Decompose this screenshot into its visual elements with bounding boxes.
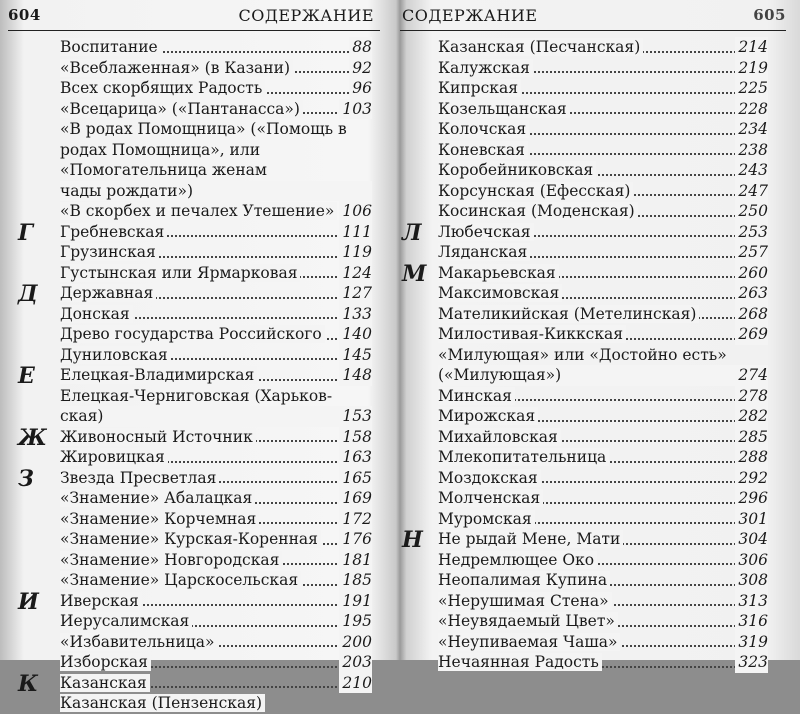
toc-entry (438, 37, 768, 58)
entry-title: Гребневская (60, 223, 167, 241)
toc-entry (438, 263, 768, 284)
entry-title-line: ская) (60, 406, 372, 427)
entry-title: Недремлющее Око (438, 551, 597, 569)
toc-entry (60, 550, 372, 571)
entry-title: Державная (60, 284, 156, 302)
entry-page-number: 133 (339, 304, 372, 325)
entry-page-number: 158 (339, 427, 372, 448)
entry-title: Нечаянная Радость (438, 653, 602, 671)
toc-entry (438, 119, 768, 140)
entry-page-number: 145 (339, 345, 372, 366)
toc-entry (438, 529, 768, 550)
toc-entry (60, 427, 372, 448)
entry-page-number: 268 (735, 304, 768, 325)
section-letter: Н (402, 527, 423, 553)
toc-entry (60, 652, 372, 673)
toc-entry (60, 365, 372, 386)
toc-entry (438, 283, 768, 304)
entry-page-number: 243 (735, 160, 768, 181)
toc-entry (60, 673, 372, 694)
entry-title: «Знамение» Царскосельская (60, 571, 301, 589)
entry-title: Молченская (438, 489, 543, 507)
entry-title: Всех скорбящих Радость (60, 79, 265, 97)
entry-page-number: 181 (339, 550, 372, 571)
toc-entry (438, 488, 768, 509)
entry-title: «Неупиваемая Чаша» (438, 633, 620, 651)
toc-entry (60, 58, 372, 79)
entry-page-number: 282 (735, 406, 768, 427)
entry-page-number: 238 (735, 140, 768, 161)
section-letter: Е (18, 363, 35, 389)
toc-entry (60, 283, 372, 304)
entry-page-number: 111 (339, 222, 372, 243)
entry-page-number: 140 (339, 324, 372, 345)
toc-entry (438, 242, 768, 263)
page-number: 604 (8, 6, 41, 24)
toc-entry (438, 570, 768, 591)
entry-title: Максимовская (438, 284, 562, 302)
entry-page-number: 296 (735, 488, 768, 509)
toc-entry (438, 447, 768, 468)
toc-entry (438, 78, 768, 99)
entry-title: Дуниловская (60, 346, 171, 364)
toc-entry (60, 37, 372, 58)
toc-entry (438, 99, 768, 120)
toc-entry (438, 58, 768, 79)
entry-page-number: 253 (735, 222, 768, 243)
section-letter: Д (18, 281, 38, 307)
entry-page-number: 119 (339, 242, 372, 263)
entry-title: «В скорбех и печалех Утешение» (60, 202, 337, 220)
entry-page-number: 210 (339, 673, 372, 694)
toc-entry (60, 693, 372, 714)
toc-entry (60, 509, 372, 530)
toc-entry (60, 447, 372, 468)
entry-title: «Всецарица» («Пантанасса») (60, 100, 303, 118)
toc-entry (60, 201, 372, 222)
section-letter: З (18, 466, 34, 492)
toc-entry (60, 488, 372, 509)
entry-title: Грузинская (60, 243, 159, 261)
entry-title: Моздокская (438, 469, 541, 487)
entry-page-number: 96 (349, 78, 372, 99)
entry-title: Жировицкая (60, 448, 168, 466)
toc-entry (438, 222, 768, 243)
toc-entry (438, 591, 768, 612)
entry-title: «Знамение» Новгородская (60, 551, 282, 569)
entry-page-number: 103 (339, 99, 372, 120)
entry-page-number: 269 (735, 324, 768, 345)
section-letter: К (18, 671, 39, 697)
toc-entry (60, 386, 372, 427)
toc-entry (438, 509, 768, 530)
entry-page-number: 304 (735, 529, 768, 550)
entry-title: Донская (60, 305, 133, 323)
entry-page-number: 185 (339, 570, 372, 591)
entry-page-number: 288 (735, 447, 768, 468)
entry-page-number: 127 (339, 283, 372, 304)
toc-entry (438, 160, 768, 181)
entry-page-number: 225 (735, 78, 768, 99)
toc-entry (60, 222, 372, 243)
entry-page-number: 203 (339, 652, 372, 673)
entry-page-number: 250 (735, 201, 768, 222)
page-header (400, 4, 786, 31)
toc-entry (438, 406, 768, 427)
contents-list-left (60, 37, 372, 714)
entry-title-line: («Милующая») (438, 365, 768, 386)
entry-page-number: 195 (339, 611, 372, 632)
page-number: 605 (753, 6, 786, 24)
entry-title: Михайловская (438, 428, 561, 446)
entry-title-line: родах Помощница», или «Помогательница женам (60, 140, 267, 179)
toc-entry (438, 140, 768, 161)
entry-page-number: 306 (735, 550, 768, 571)
toc-entry (60, 304, 372, 325)
entry-title: Милостивая-Киккская (438, 325, 626, 343)
entry-title-line: «Милующая» или «Достойно есть» (438, 345, 727, 364)
entry-page-number: 176 (339, 529, 372, 550)
entry-title-line: чады рождати») (60, 181, 372, 202)
toc-entry (438, 345, 768, 386)
entry-page-number: 319 (735, 632, 768, 653)
toc-entry (60, 611, 372, 632)
toc-entry (60, 632, 372, 653)
toc-entry (438, 550, 768, 571)
entry-page-number: 191 (339, 591, 372, 612)
entry-page-number: 148 (339, 365, 372, 386)
entry-page-number: 316 (735, 611, 768, 632)
entry-title: Коробейниковская (438, 161, 596, 179)
toc-entry (438, 201, 768, 222)
entry-title: Минская (438, 387, 515, 405)
entry-page-number: 247 (735, 181, 768, 202)
toc-entry (60, 529, 372, 550)
toc-entry (438, 632, 768, 653)
entry-page-number: 274 (735, 365, 768, 386)
entry-title: Иверская (60, 592, 142, 610)
entry-title: Кипрская (438, 79, 521, 97)
toc-entry (60, 324, 372, 345)
entry-page-number: 92 (349, 58, 372, 79)
entry-page-number: 228 (735, 99, 768, 120)
entry-title: Муромская (438, 510, 535, 528)
entry-title: «Нерушимая Стена» (438, 592, 612, 610)
entry-title: Мирожская (438, 407, 538, 425)
toc-entry (438, 181, 768, 202)
toc-entry (438, 611, 768, 632)
entry-title: Не рыдай Мене, Мати (438, 530, 623, 548)
entry-page-number: 301 (735, 509, 768, 530)
entry-page-number: 308 (735, 570, 768, 591)
entry-title: Корсунская (Ефесская) (438, 182, 633, 200)
section-letter: М (402, 261, 427, 287)
entry-title: Калужская (438, 59, 533, 77)
entry-title: «Знамение» Курская-Коренная (60, 530, 321, 548)
entry-page-number: 260 (735, 263, 768, 284)
entry-title: Козельщанская (438, 100, 570, 118)
toc-entry (60, 345, 372, 366)
page-header (8, 4, 380, 31)
entry-title: Изборская (60, 653, 151, 671)
toc-entry (438, 652, 768, 673)
entry-page-number: 234 (735, 119, 768, 140)
entry-page-number: 257 (735, 242, 768, 263)
toc-entry (60, 263, 372, 284)
entry-page-number: 263 (735, 283, 768, 304)
entry-title: Колочская (438, 120, 529, 138)
entry-page-number: 153 (339, 406, 372, 427)
section-letter: Г (18, 220, 34, 246)
entry-page-number: 169 (339, 488, 372, 509)
entry-page-number: 285 (735, 427, 768, 448)
toc-entry (438, 386, 768, 407)
entry-title: Мателикийская (Метелинская) (438, 305, 699, 323)
entry-title: «Знамение» Абалацкая (60, 489, 255, 507)
section-letter: И (18, 589, 39, 615)
entry-page-number: 165 (339, 468, 372, 489)
toc-entry (60, 242, 372, 263)
toc-entry (60, 119, 372, 201)
toc-entry (60, 99, 372, 120)
entry-title-line: «В родах Помощница» («Помощь в (60, 120, 347, 138)
entry-title: Звезда Пресветлая (60, 469, 219, 487)
entry-title: Косинская (Моденская) (438, 202, 638, 220)
entry-title-line: Елецкая-Черниговская (Харьков- (60, 386, 333, 405)
entry-page-number: 163 (339, 447, 372, 468)
entry-title: Любечская (438, 223, 534, 241)
toc-entry (60, 591, 372, 612)
entry-title: Ляданская (438, 243, 530, 261)
header-title: СОДЕРЖАНИЕ (402, 6, 538, 25)
toc-entry (438, 427, 768, 448)
entry-title: Густынская или Ярмарковая (60, 264, 300, 282)
entry-title: Казанская (60, 674, 150, 692)
entry-title: «Знамение» Корчемная (60, 510, 259, 528)
entry-page-number: 219 (735, 58, 768, 79)
entry-page-number: 313 (735, 591, 768, 612)
entry-page-number: 124 (339, 263, 372, 284)
entry-title: Млекопитательница (438, 448, 609, 466)
entry-title: Казанская (Пензенская) (60, 694, 265, 712)
toc-entry (60, 570, 372, 591)
header-title: СОДЕРЖАНИЕ (238, 6, 374, 25)
entry-page-number: 172 (339, 509, 372, 530)
entry-title: Елецкая-Владимирская (60, 366, 257, 384)
entry-page-number: 200 (339, 632, 372, 653)
toc-entry (438, 468, 768, 489)
entry-page-number: 323 (735, 652, 768, 673)
entry-title: «Неувядаемый Цвет» (438, 612, 618, 630)
entry-title: Неопалимая Купина (438, 571, 610, 589)
entry-page-number: 278 (735, 386, 768, 407)
section-letter: Ж (18, 425, 47, 451)
section-letter: Л (402, 220, 422, 246)
entry-title: Древо государства Российского (60, 325, 325, 343)
toc-entry (60, 78, 372, 99)
entry-title: Казанская (Песчанская) (438, 38, 643, 56)
entry-title: Живоносный Источник (60, 428, 256, 446)
entry-title: Воспитание (60, 38, 161, 56)
toc-entry (438, 304, 768, 325)
entry-page-number: 292 (735, 468, 768, 489)
entry-title: «Всеблаженная» (в Казани) (60, 59, 293, 77)
entry-title: Иерусалимская (60, 612, 192, 630)
toc-entry (438, 324, 768, 345)
entry-page-number: 106 (339, 201, 372, 222)
contents-list-right (438, 37, 768, 673)
toc-entry (60, 468, 372, 489)
entry-page-number: 88 (349, 37, 372, 58)
entry-title: «Избавительница» (60, 633, 217, 651)
entry-title: Коневская (438, 141, 528, 159)
entry-title: Макарьевская (438, 264, 559, 282)
entry-page-number: 214 (735, 37, 768, 58)
